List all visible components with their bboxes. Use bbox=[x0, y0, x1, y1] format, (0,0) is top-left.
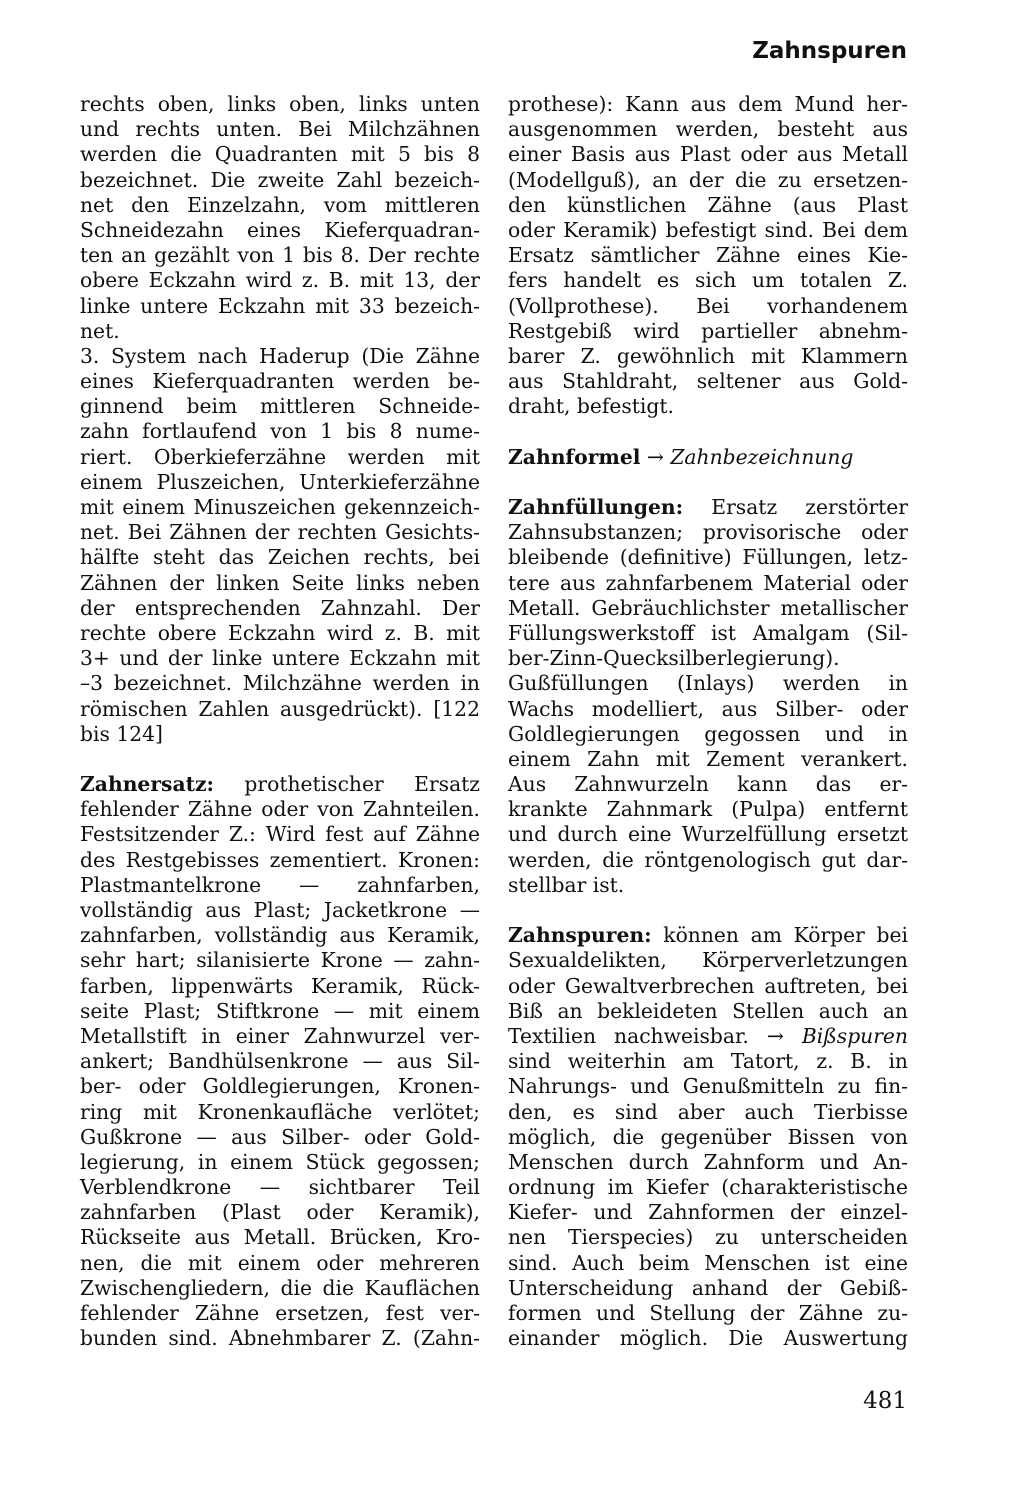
text-line: eines Kieferquadranten werden be- bbox=[80, 369, 480, 394]
text-line: barer Z. gewöhnlich mit Klammern bbox=[508, 343, 908, 368]
text-line: (Modellguß), an der die zu ersetzen- bbox=[508, 167, 908, 192]
text-run: prothetischer Ersatz bbox=[213, 772, 480, 797]
entry-zahnformel bbox=[508, 445, 908, 470]
paragraph-gap bbox=[508, 419, 908, 444]
text-line: Sexualdelikten, Körperverletzungen bbox=[508, 948, 908, 973]
text-line: ausgenommen werden, besteht aus bbox=[508, 117, 908, 142]
text-line: –3 bezeichnet. Milchzähne werden in bbox=[80, 671, 480, 696]
text-line: 3. System nach Haderup (Die Zähne bbox=[80, 343, 480, 368]
paragraph-gap bbox=[508, 898, 908, 923]
text-line: des Restgebisses zementiert. Kronen: bbox=[80, 847, 480, 872]
text-line: legierung, in einem Stück gegossen; bbox=[80, 1149, 480, 1174]
text-line: Verblendkrone — sichtbarer Teil bbox=[80, 1175, 480, 1200]
text-line: rechte obere Eckzahn wird z. B. mit bbox=[80, 620, 480, 645]
entry-first-line bbox=[508, 923, 908, 948]
text-line: ordnung im Kiefer (charakteristische bbox=[508, 1175, 908, 1200]
text-line: ber-Zinn-Quecksilberlegierung). bbox=[508, 646, 840, 671]
text-line: farben, lippenwärts Keramik, Rück- bbox=[80, 973, 480, 998]
entry-headword: Zahnersatz: bbox=[80, 772, 214, 797]
text-line: Füllungswerkstoff ist Amalgam (Sil- bbox=[508, 620, 908, 645]
text-line: den künstlichen Zähne (aus Plast bbox=[508, 192, 908, 217]
paragraph-gap bbox=[508, 470, 908, 495]
text-line: bunden sind. Abnehmbarer Z. (Zahn- bbox=[80, 1326, 480, 1351]
text-line: mit einem Minuszeichen gekennzeich- bbox=[80, 495, 480, 519]
text-line: formen und Stellung der Zähne zu- bbox=[508, 1301, 908, 1325]
entry-headword: Zahnformel bbox=[508, 444, 641, 469]
text-line: werden, die röntgenologisch gut dar- bbox=[508, 847, 908, 872]
page-number: 481 bbox=[863, 1388, 907, 1414]
text-line: draht, befestigt. bbox=[508, 394, 674, 419]
text-line: Zwischengliedern, die die Kauflächen bbox=[80, 1275, 480, 1300]
text-line: Goldlegierungen gegossen und in bbox=[508, 721, 908, 746]
text-line: ankert; Bandhülsenkrone — aus Sil- bbox=[80, 1049, 480, 1074]
right-column bbox=[508, 92, 908, 1351]
text-line: zahnfarben, vollständig aus Keramik, bbox=[80, 923, 480, 948]
left-column bbox=[80, 92, 480, 1351]
text-line: oder Gewaltverbrechen auftreten, bei bbox=[508, 973, 908, 998]
paragraph-gap bbox=[80, 747, 480, 772]
entry-first-line bbox=[80, 772, 480, 797]
text-line: Menschen durch Zahnform und An- bbox=[508, 1149, 908, 1174]
entry-first-line bbox=[508, 445, 908, 470]
text-line: obere Eckzahn wird z. B. mit 13, der bbox=[80, 268, 480, 293]
cross-reference: Bißspuren bbox=[801, 1023, 908, 1048]
text-line: stellbar ist. bbox=[508, 872, 625, 897]
entry-headword: Zahnfüllungen: bbox=[508, 495, 684, 519]
text-line: net. Bei Zähnen der rechten Gesichts- bbox=[80, 520, 480, 545]
text-line: einem Pluszeichen, Unterkieferzähne bbox=[80, 469, 480, 494]
text-line: prothese): Kann aus dem Mund her- bbox=[508, 92, 908, 116]
text-line: Wachs modelliert, aus Silber- oder bbox=[508, 696, 908, 721]
text-line: seite Plast; Stiftkrone — mit einem bbox=[80, 998, 480, 1023]
entry-first-line bbox=[508, 495, 908, 520]
text-line: net. bbox=[80, 318, 120, 343]
text-line: bezeichnet. Die zweite Zahl bezeich- bbox=[80, 167, 480, 192]
text-line: nen, die mit einem oder mehreren bbox=[80, 1250, 480, 1275]
entry-zahnfuellungen bbox=[508, 495, 908, 898]
text-line: und durch eine Wurzelfüllung ersetzt bbox=[508, 822, 908, 847]
text-line: Metallstift in einer Zahnwurzel ver- bbox=[80, 1023, 480, 1048]
text-line: sind weiterhin am Tatort, z. B. in bbox=[508, 1049, 908, 1074]
text-line: Rückseite aus Metall. Brücken, Kro- bbox=[80, 1225, 480, 1250]
text-line: ber- oder Goldlegierungen, Kronen- bbox=[80, 1074, 480, 1099]
entry-zahnspuren bbox=[508, 923, 908, 1351]
text-line: werden die Quadranten mit 5 bis 8 bbox=[80, 142, 480, 167]
text-line: zahnfarben (Plast oder Keramik), bbox=[80, 1200, 480, 1225]
text-line: ginnend beim mittleren Schneide- bbox=[80, 394, 480, 419]
text-line: nen Tierspecies) zu unterscheiden bbox=[508, 1225, 908, 1250]
text-line: ten an gezählt von 1 bis 8. Der rechte bbox=[80, 243, 480, 268]
text-line: bleibende (definitive) Füllungen, letz- bbox=[508, 545, 908, 570]
text-line: Gußfüllungen (Inlays) werden in bbox=[508, 671, 908, 696]
text-line: Schneidezahn eines Kieferquadran- bbox=[80, 217, 480, 242]
text-line: krankte Zahnmark (Pulpa) entfernt bbox=[508, 797, 908, 822]
text-line: und rechts unten. Bei Milchzähnen bbox=[80, 117, 480, 142]
text-line: fers handelt es sich um totalen Z. bbox=[508, 268, 908, 293]
text-line: Aus Zahnwurzeln kann das er- bbox=[508, 772, 908, 797]
cross-reference-arrow: → bbox=[748, 1023, 802, 1048]
text-line: (Vollprothese). Bei vorhandenem bbox=[508, 293, 908, 318]
text-line: Plastmantelkrone — zahnfarben, bbox=[80, 872, 480, 897]
text-line: Zähnen der linken Seite links neben bbox=[80, 570, 480, 595]
text-line: einander möglich. Die Auswertung bbox=[508, 1326, 908, 1351]
text-line: Restgebiß wird partieller abnehm- bbox=[508, 318, 908, 343]
text-line: der entsprechenden Zahnzahl. Der bbox=[80, 595, 480, 620]
text-line: einer Basis aus Plast oder aus Metall bbox=[508, 142, 908, 167]
text-line: sehr hart; silanisierte Krone — zahn- bbox=[80, 948, 480, 973]
text-line: fehlender Zähne oder von Zahnteilen. bbox=[80, 797, 480, 822]
text-run: Ersatz zerstörter bbox=[683, 495, 908, 519]
entry-headword: Zahnspuren: bbox=[508, 923, 652, 948]
text-line: rechts oben, links oben, links unten bbox=[80, 92, 480, 116]
text-line: Unterscheidung anhand der Gebiß- bbox=[508, 1275, 908, 1300]
text-line: Zahnsubstanzen; provisorische oder bbox=[508, 520, 908, 545]
cross-reference-arrow: → bbox=[640, 444, 671, 469]
text-line: Gußkrone — aus Silber- oder Gold- bbox=[80, 1124, 480, 1149]
text-line: zahn fortlaufend von 1 bis 8 nume- bbox=[80, 419, 480, 444]
text-line: tere aus zahnfarbenem Material oder bbox=[508, 570, 908, 595]
text-line: 3+ und der linke untere Eckzahn mit bbox=[80, 646, 480, 671]
entry-zahnersatz bbox=[80, 772, 480, 1351]
text-line: aus Stahldraht, seltener aus Gold- bbox=[508, 369, 908, 394]
text-line: Biß an bekleideten Stellen auch an bbox=[508, 998, 908, 1023]
text-line: Metall. Gebräuchlichster metallischer bbox=[508, 595, 908, 620]
text-line: sind. Auch beim Menschen ist eine bbox=[508, 1250, 908, 1275]
text-line: oder Keramik) befestigt sind. Bei dem bbox=[508, 217, 908, 242]
text-run: Textilien nachweisbar. bbox=[508, 1023, 749, 1048]
text-line: vollständig aus Plast; Jacketkrone — bbox=[80, 898, 480, 922]
text-line: römischen Zahlen ausgedrückt). [122 bbox=[80, 696, 480, 721]
text-line: Festsitzender Z.: Wird fest auf Zähne bbox=[80, 822, 480, 847]
text-line: Kiefer- und Zahnformen der einzel- bbox=[508, 1200, 908, 1225]
text-line: linke untere Eckzahn mit 33 bezeich- bbox=[80, 293, 480, 318]
text-line: möglich, die gegenüber Bissen von bbox=[508, 1124, 908, 1149]
text-line: hälfte steht das Zeichen rechts, bei bbox=[80, 545, 480, 570]
text-line: net den Einzelzahn, vom mittleren bbox=[80, 192, 480, 217]
text-line: bis 124] bbox=[80, 721, 163, 746]
text-line: Ersatz sämtlicher Zähne eines Kie- bbox=[508, 243, 908, 268]
text-line: ring mit Kronenkaufläche verlötet; bbox=[80, 1099, 480, 1124]
text-line bbox=[508, 1024, 908, 1049]
text-line: Nahrungs- und Genußmitteln zu fin- bbox=[508, 1074, 908, 1099]
text-line: einem Zahn mit Zement verankert. bbox=[508, 746, 908, 771]
text-line: den, es sind aber auch Tierbisse bbox=[508, 1099, 908, 1124]
text-run: können am Körper bei bbox=[651, 923, 908, 948]
text-line: fehlender Zähne ersetzen, fest ver- bbox=[80, 1301, 480, 1325]
cross-reference: Zahnbezeichnung bbox=[670, 444, 854, 469]
running-header: Zahnspuren bbox=[752, 38, 907, 64]
text-line: riert. Oberkieferzähne werden mit bbox=[80, 444, 480, 469]
